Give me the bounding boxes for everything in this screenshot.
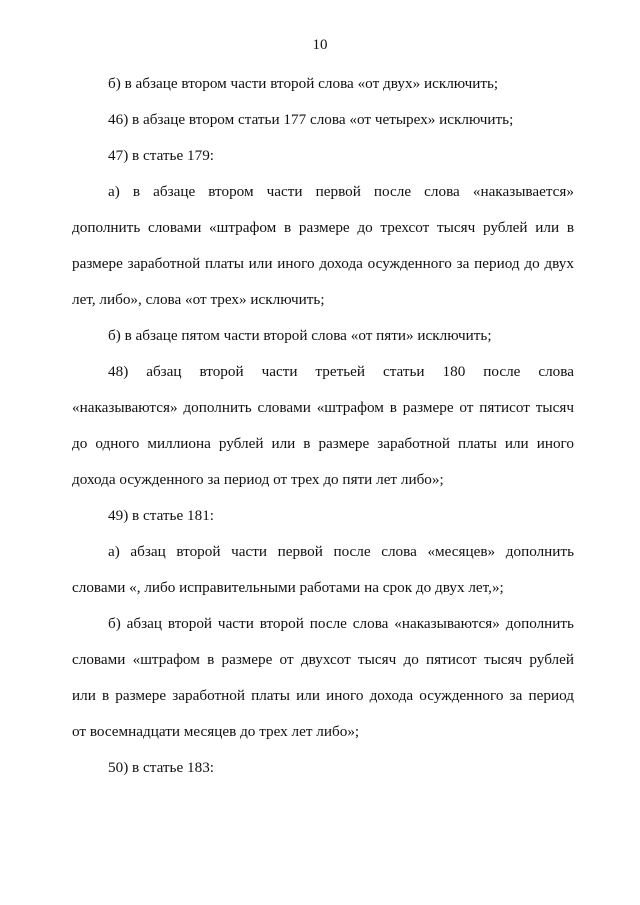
- text-line: лет, либо», слова «от трех» исключить;: [72, 291, 325, 308]
- text-line: или в размере заработной платы или иного дохода осужденного за период: [72, 687, 574, 704]
- text-line: 46) в абзаце втором статьи 177 слова «от четырех» исключить;: [108, 111, 514, 128]
- text-line: б) в абзаце пятом части второй слова «от пяти» исключить;: [108, 327, 492, 344]
- text-line: «наказываются» дополнить словами «штрафом в размере от пятисот тысяч: [72, 399, 574, 416]
- text-line: 48) абзац второй части третьей статьи 180 после слова: [108, 363, 574, 380]
- text-line: размере заработной платы или иного дохода осужденного за период до двух: [72, 255, 574, 272]
- text-line: б) в абзаце втором части второй слова «от двух» исключить;: [108, 75, 499, 92]
- text-line: 47) в статье 179:: [108, 147, 215, 164]
- text-line: до одного миллиона рублей или в размере заработной платы или иного: [72, 435, 574, 452]
- text-line: а) абзац второй части первой после слова «месяцев» дополнить: [108, 543, 574, 560]
- text-line: дохода осужденного за период от трех до пяти лет либо»;: [72, 471, 444, 488]
- text-line: а) в абзаце втором части первой после слова «наказывается»: [108, 183, 574, 200]
- text-line: 49) в статье 181:: [108, 507, 215, 524]
- text-line: словами «штрафом в размере от двухсот тысяч до пятисот тысяч рублей: [72, 651, 574, 668]
- text-line: 50) в статье 183:: [108, 759, 215, 776]
- text-line: словами «, либо исправительными работами на срок до двух лет,»;: [72, 579, 504, 596]
- text-line: б) абзац второй части второй после слова «наказываются» дополнить: [108, 615, 574, 632]
- text-line: дополнить словами «штрафом в размере до трехсот тысяч рублей или в: [72, 219, 574, 236]
- text-line: от восемнадцати месяцев до трех лет либо»;: [72, 723, 360, 740]
- page-number: 10: [312, 37, 328, 53]
